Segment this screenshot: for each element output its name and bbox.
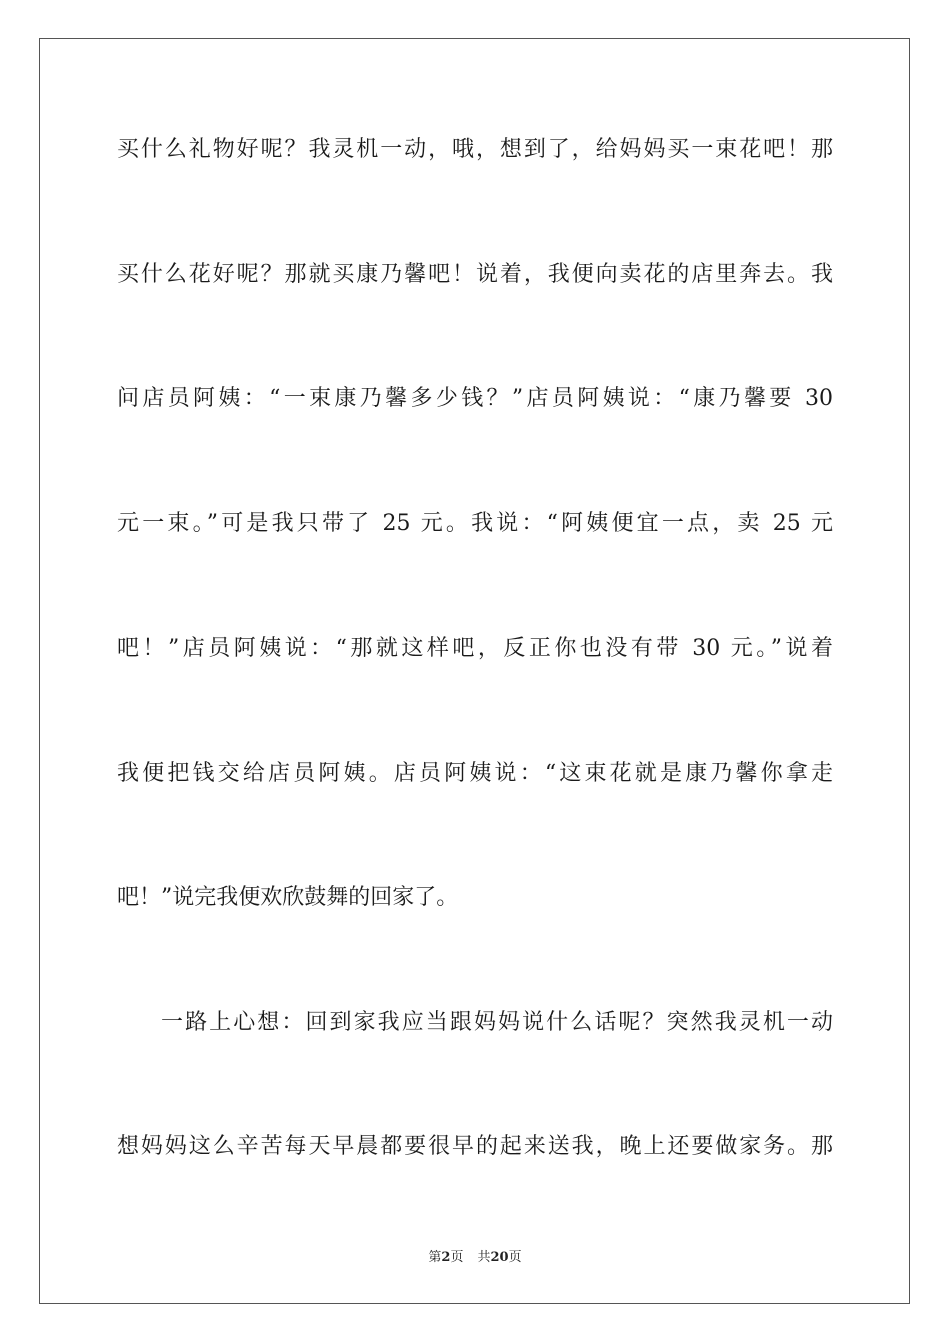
- footer-page-prefix: 第: [428, 1250, 442, 1265]
- text-line-8: 一路上心想：回到家我应当跟妈妈说什么话呢？突然我灵机一动: [161, 1010, 833, 1035]
- text-line-6: 我便把钱交给店员阿姨。店员阿姨说：“这束花就是康乃馨你拿走: [117, 761, 833, 786]
- text-line-9: 想妈妈这么辛苦每天早晨都要很早的起来送我，晚上还要做家务。那: [117, 1134, 833, 1159]
- text-line-5: 吧！”店员阿姨说：“那就这样吧，反正你也没有带 30 元。”说着: [117, 636, 833, 661]
- footer-total-prefix: 共: [477, 1250, 491, 1265]
- footer-total-number: 20: [490, 1250, 509, 1265]
- footer-total-suffix: 页: [508, 1250, 522, 1265]
- page-border: [39, 38, 910, 1304]
- text-line-3: 问店员阿姨：“一束康乃馨多少钱？”店员阿姨说：“康乃馨要 30: [117, 386, 833, 411]
- text-line-7: 吧！”说完我便欢欣鼓舞的回家了。: [117, 885, 459, 910]
- footer-page-number: 2: [441, 1250, 451, 1265]
- text-line-4: 元一束。”可是我只带了 25 元。我说：“阿姨便宜一点，卖 25 元: [117, 511, 833, 536]
- text-line-2: 买什么花好呢？那就买康乃馨吧！说着，我便向卖花的店里奔去。我: [117, 262, 833, 287]
- text-line-1: 买什么礼物好呢？我灵机一动，哦，想到了，给妈妈买一束花吧！那: [117, 137, 833, 162]
- footer-page-suffix: 页: [450, 1250, 464, 1265]
- page-footer: [0, 1246, 950, 1265]
